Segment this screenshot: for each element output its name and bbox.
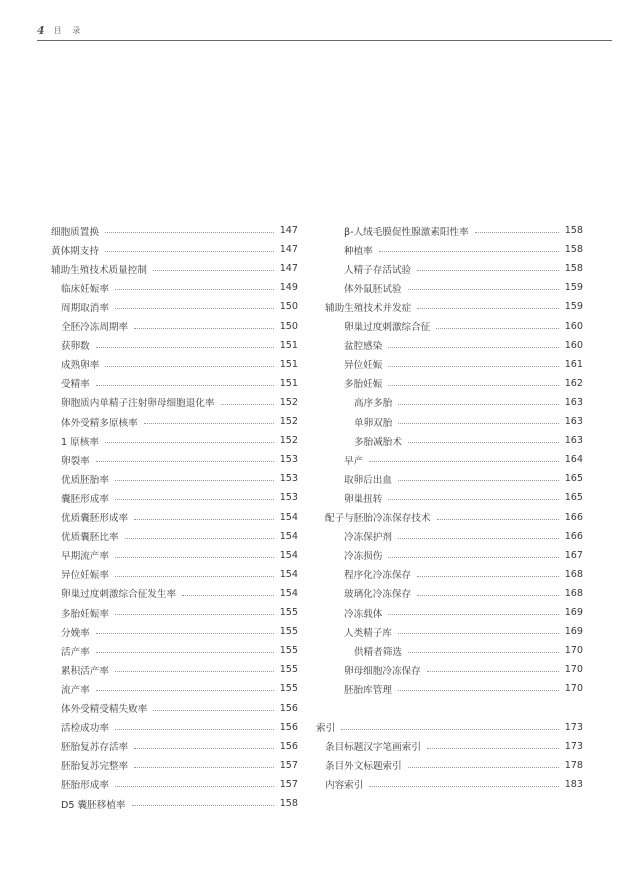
toc-entry-title: 囊胚形成率 (61, 493, 109, 505)
toc-entry-title: 冷冻损伤 (344, 551, 383, 563)
toc-entry[interactable] (61, 565, 298, 584)
toc-entry-title: 多胎妊娠率 (61, 608, 109, 620)
toc-entry-page: 154 (279, 587, 298, 599)
toc-entry[interactable] (61, 679, 298, 698)
toc-entry-page: 166 (564, 511, 583, 523)
toc-entry-title: 卵母细胞冷冻保存 (344, 665, 421, 677)
toc-entry-page: 165 (564, 492, 583, 504)
dot-leader (427, 748, 559, 749)
dot-leader (417, 576, 559, 577)
dot-leader (132, 805, 274, 806)
toc-entry[interactable] (325, 737, 583, 756)
toc-entry-title: 胚胎复苏完整率 (61, 761, 129, 773)
toc-entry-page: 155 (279, 607, 298, 618)
toc-entry[interactable] (61, 469, 298, 488)
toc-entry-title: 黄体期支持 (51, 245, 99, 257)
toc-entry-title: 优质囊胚形成率 (61, 513, 129, 524)
toc-entry-page: 152 (279, 396, 298, 408)
toc-entry[interactable] (344, 584, 583, 603)
toc-entry-title: 取卵后出血 (344, 474, 392, 486)
toc-entry-page: 160 (564, 320, 583, 332)
toc-entry-title: 累积活产率 (61, 665, 109, 677)
toc-entry-page: 158 (564, 263, 583, 275)
toc-entry-page: 153 (279, 492, 298, 504)
toc-entry[interactable] (61, 584, 298, 603)
page-number: 4 (37, 23, 45, 37)
dot-leader (408, 442, 559, 443)
running-title: 目 录 (53, 25, 85, 35)
dot-leader (398, 690, 559, 691)
toc-entry-title: 流产率 (61, 684, 90, 696)
toc-entry-page: 156 (279, 721, 298, 733)
dot-leader (388, 347, 558, 348)
toc-entry-title: 辅助生殖技术质量控制 (51, 264, 147, 276)
toc-entry-page: 153 (279, 473, 298, 485)
toc-entry[interactable] (344, 565, 583, 584)
toc-entry-title: 活产率 (61, 646, 90, 658)
toc-entry-title: 卵巢扭转 (344, 493, 383, 505)
toc-entry-title: 受精率 (61, 379, 90, 391)
toc-entry-title: 盆腔感染 (344, 341, 383, 353)
toc-entry[interactable] (325, 775, 583, 794)
dot-leader (115, 671, 274, 672)
toc-entry-title: 全胚冷冻周期率 (61, 322, 129, 333)
toc-entry-title: 胚胎库管理 (344, 684, 392, 696)
toc-entry[interactable] (61, 278, 298, 297)
toc-entry[interactable] (61, 297, 298, 316)
toc-entry-page: 147 (279, 244, 298, 256)
toc-entry-page: 159 (564, 301, 583, 313)
toc-entry-page: 169 (564, 607, 583, 618)
toc-entry-title: 分娩率 (61, 627, 90, 639)
toc-entry[interactable] (61, 660, 298, 679)
toc-entry-title: 获卵数 (61, 341, 90, 353)
dot-leader (388, 385, 558, 386)
toc-entry-title: 内容索引 (325, 780, 364, 792)
dot-leader (398, 404, 558, 405)
toc-entry-page: 165 (564, 473, 583, 485)
toc-entry-title: 体外受精多原核率 (61, 417, 138, 429)
toc-entry-page: 158 (564, 225, 583, 236)
dot-leader (408, 767, 559, 768)
running-header (37, 22, 84, 38)
dot-leader (96, 633, 274, 634)
toc-entry-title: 异位妊娠 (344, 360, 383, 372)
toc-entry[interactable] (344, 336, 583, 355)
toc-entry-title: 活检成功率 (61, 723, 109, 735)
toc-entry-page: 178 (564, 759, 583, 771)
toc-entry-page: 152 (279, 435, 298, 447)
toc-entry-title: 周期取消率 (61, 302, 109, 314)
toc-entry[interactable] (354, 393, 583, 412)
dot-leader (105, 232, 274, 233)
toc-entry-title: 卵裂率 (61, 455, 90, 467)
toc-entry[interactable] (344, 622, 583, 641)
toc-entry-page: 169 (564, 626, 583, 638)
toc-entry-page: 163 (564, 416, 583, 427)
toc-entry-page: 168 (564, 587, 583, 599)
toc-entry-title: 卵巢过度刺激综合征发生率 (61, 589, 177, 601)
dot-leader (105, 442, 274, 443)
toc-entry-title: 体外鼠胚试验 (344, 283, 402, 295)
toc-entry-title: β-人绒毛膜促性腺激素阳性率 (344, 226, 469, 238)
toc-entry-page: 170 (564, 645, 583, 657)
toc-entry-page: 160 (564, 339, 583, 351)
toc-entry[interactable] (61, 641, 298, 660)
dot-leader (134, 328, 274, 329)
toc-entry-page: 163 (564, 396, 583, 408)
toc-entry-title: 冷冻载体 (344, 608, 383, 620)
dot-leader (96, 385, 274, 386)
toc-entry-title: 胚胎形成率 (61, 780, 109, 792)
toc-entry[interactable] (51, 259, 298, 278)
toc-entry[interactable] (51, 221, 298, 240)
toc-entry[interactable] (316, 718, 583, 737)
dot-leader (115, 289, 274, 290)
toc-entry-page: 170 (564, 664, 583, 676)
toc-entry-page: 151 (279, 339, 298, 351)
dot-leader (125, 538, 274, 539)
toc-entry[interactable] (61, 355, 298, 374)
dot-leader (96, 461, 274, 462)
dot-leader (398, 633, 559, 634)
toc-entry-page: 157 (279, 759, 298, 771)
toc-entry[interactable] (354, 431, 583, 450)
dot-leader (96, 690, 274, 691)
toc-entry[interactable] (51, 240, 298, 259)
dot-leader (436, 328, 558, 329)
dot-leader (388, 557, 558, 558)
toc-entry-title: 成熟卵率 (61, 360, 100, 372)
toc-entry-page: 155 (279, 626, 298, 638)
dot-leader (437, 519, 559, 520)
toc-entry-page: 167 (564, 549, 583, 561)
toc-entry-title: 索引 (316, 723, 336, 735)
toc-entry-page: 154 (279, 530, 298, 542)
toc-entry-page: 173 (564, 721, 583, 733)
toc-entry[interactable] (344, 221, 583, 240)
toc-entry-page: 147 (279, 225, 298, 236)
dot-leader (115, 499, 274, 500)
toc-entry-page: 147 (279, 263, 298, 275)
toc-entry-title: 1 原核率 (61, 436, 99, 448)
toc-entry[interactable] (61, 374, 298, 393)
toc-entry[interactable] (61, 603, 298, 622)
toc-entry-page: 150 (279, 320, 298, 332)
toc-entry-title: 玻璃化冷冻保存 (344, 589, 412, 601)
dot-leader (115, 614, 274, 615)
toc-entry-page: 155 (279, 683, 298, 695)
toc-entry[interactable] (344, 546, 583, 565)
toc-entry[interactable] (61, 546, 298, 565)
toc-entry[interactable] (61, 508, 298, 527)
dot-leader (417, 308, 558, 309)
toc-entry-title: 临床妊娠率 (61, 283, 109, 295)
toc-entry-page: 161 (564, 358, 583, 370)
toc-entry[interactable] (61, 775, 298, 794)
toc-entry-page: 150 (279, 301, 298, 313)
dot-leader (115, 786, 274, 787)
dot-leader (475, 232, 559, 233)
toc-entry-page: 155 (279, 664, 298, 676)
toc-entry-title: 辅助生殖技术并发症 (325, 302, 412, 314)
dot-leader (134, 748, 274, 749)
toc-entry-title: 供精者筛选 (354, 646, 402, 658)
dot-leader (408, 289, 559, 290)
dot-leader (398, 480, 559, 481)
toc-entry-title: 配子与胚胎冷冻保存技术 (325, 513, 431, 524)
toc-entry-title: 优质囊胚比率 (61, 532, 119, 544)
toc-entry[interactable] (61, 317, 298, 336)
toc-entry-page: 183 (564, 778, 583, 790)
toc-entry-title: 早期流产率 (61, 551, 109, 563)
toc-entry-title: 早产 (344, 455, 364, 467)
toc-entry-page: 153 (279, 454, 298, 466)
toc-entry[interactable] (344, 374, 583, 393)
toc-entry-page: 168 (564, 568, 583, 580)
toc-entry-page: 164 (564, 454, 583, 466)
toc-entry-page: 149 (279, 282, 298, 294)
dot-leader (379, 251, 559, 252)
toc-entry-page: 156 (279, 740, 298, 752)
dot-leader (388, 499, 558, 500)
toc-entry-title: 优质胚胎率 (61, 474, 109, 486)
dot-leader (182, 595, 274, 596)
toc-entry[interactable] (344, 488, 583, 507)
toc-entry-page: 170 (564, 683, 583, 695)
dot-leader (134, 519, 274, 520)
toc-entry-title: 单卵双胎 (354, 417, 393, 429)
toc-entry[interactable] (61, 412, 298, 431)
toc-entry-page: 162 (564, 377, 583, 389)
dot-leader (417, 595, 559, 596)
toc-entry[interactable] (61, 393, 298, 412)
toc-entry[interactable] (344, 450, 583, 469)
toc-entry-title: 体外受精受精失败率 (61, 704, 148, 715)
toc-entry-page: 166 (564, 530, 583, 542)
toc-entry-page: 173 (564, 740, 583, 752)
dot-leader (115, 308, 274, 309)
toc-entry-title: 冷冻保护剂 (344, 532, 392, 544)
toc-entry-title: 多胎妊娠 (344, 379, 383, 391)
toc-entry[interactable] (354, 412, 583, 431)
toc-entry-page: 156 (279, 702, 298, 714)
toc-entry[interactable] (61, 488, 298, 507)
dot-leader (96, 652, 274, 653)
toc-entry[interactable] (61, 336, 298, 355)
dot-leader (115, 576, 274, 577)
dot-leader (369, 461, 559, 462)
dot-leader (96, 347, 274, 348)
toc-entry-title: 异位妊娠率 (61, 570, 109, 582)
toc-entry-title: D5 囊胚移植率 (61, 799, 126, 811)
toc-entry[interactable] (344, 679, 583, 698)
toc-entry[interactable] (61, 527, 298, 546)
toc-entry[interactable] (61, 756, 298, 775)
dot-leader (153, 270, 274, 271)
dot-leader (417, 270, 559, 271)
toc-entry-title: 胚胎复苏存活率 (61, 742, 129, 754)
dot-leader (398, 538, 559, 539)
toc-entry-page: 154 (279, 568, 298, 580)
toc-entry[interactable] (344, 527, 583, 546)
toc-entry-page: 151 (279, 358, 298, 370)
toc-entry[interactable] (344, 317, 583, 336)
dot-leader (427, 671, 559, 672)
toc-entry-title: 多胎减胎术 (354, 436, 402, 448)
toc-entry[interactable] (344, 259, 583, 278)
toc-entry[interactable] (61, 450, 298, 469)
toc-entry[interactable] (344, 278, 583, 297)
dot-leader (115, 480, 274, 481)
toc-entry-title: 细胞质置换 (51, 226, 99, 238)
toc-entry-title: 卵巢过度刺激综合征 (344, 322, 431, 333)
dot-leader (153, 710, 273, 711)
toc-entry-page: 158 (279, 798, 298, 809)
dot-leader (105, 366, 273, 367)
toc-entry-page: 154 (279, 511, 298, 523)
dot-leader (105, 251, 274, 252)
toc-entry[interactable] (61, 737, 298, 756)
dot-leader (115, 557, 274, 558)
dot-leader (388, 614, 558, 615)
toc-entry[interactable] (344, 603, 583, 622)
toc-entry[interactable] (354, 641, 583, 660)
toc-entry[interactable] (325, 508, 583, 527)
dot-leader (144, 423, 274, 424)
dot-leader (388, 366, 558, 367)
toc-entry-title: 高序多胎 (354, 398, 393, 410)
toc-entry-page: 159 (564, 282, 583, 294)
dot-leader (134, 767, 274, 768)
toc-entry-title: 条目外文标题索引 (325, 761, 402, 773)
toc-entry[interactable] (61, 622, 298, 641)
toc-entry-page: 155 (279, 645, 298, 657)
toc-entry-title: 人精子存活试验 (344, 264, 412, 276)
toc-entry[interactable] (325, 297, 583, 316)
dot-leader (221, 404, 274, 405)
toc-entry[interactable] (344, 469, 583, 488)
toc-entry[interactable] (344, 660, 583, 679)
toc-entry-title: 卵胞质内单精子注射卵母细胞退化率 (61, 398, 215, 410)
toc-entry-title: 种植率 (344, 245, 373, 257)
toc-entry[interactable] (325, 756, 583, 775)
dot-leader (408, 652, 559, 653)
toc-entry[interactable] (344, 240, 583, 259)
toc-entry[interactable] (61, 718, 298, 737)
toc-entry[interactable] (61, 699, 298, 718)
toc-entry-title: 条目标题汉字笔画索引 (325, 742, 421, 754)
toc-entry[interactable] (61, 794, 298, 813)
toc-entry[interactable] (61, 431, 298, 450)
toc-entry-page: 163 (564, 435, 583, 447)
header-rule (37, 40, 612, 41)
dot-leader (398, 423, 558, 424)
dot-leader (341, 729, 559, 730)
dot-leader (369, 786, 558, 787)
toc-entry-page: 157 (279, 778, 298, 790)
dot-leader (115, 729, 274, 730)
toc-entry-page: 154 (279, 549, 298, 561)
toc-entry[interactable] (344, 355, 583, 374)
toc-entry-title: 人类精子库 (344, 627, 392, 639)
toc-entry-title: 程序化冷冻保存 (344, 570, 412, 582)
toc-entry-page: 152 (279, 416, 298, 427)
toc-entry-page: 151 (279, 377, 298, 389)
toc-entry-page: 158 (564, 244, 583, 256)
